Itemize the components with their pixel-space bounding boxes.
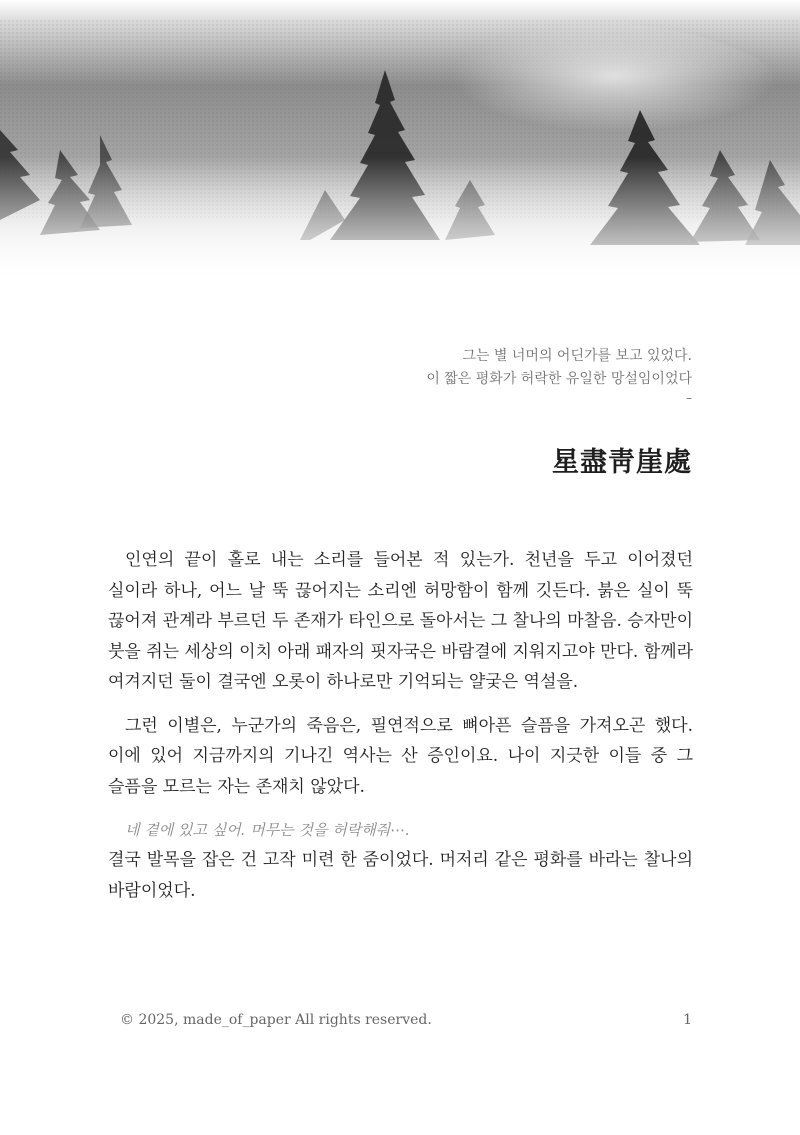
body-text [108,545,693,919]
paragraph-2: 그런 이별은, 누군가의 죽음은, 필연적으로 뼈아픈 슬픔을 가져오곤 했다. 이에 있어 지금까지의 기나긴 역사는 산 증인이요. 나이 지긋한 이들 중 그 슬픔을 모르는 자는 존재치 않았다. [108,715,693,797]
epigraph-dash: – [686,391,692,405]
chapter-title: 星盡靑崖處 [552,447,692,478]
epigraph [132,345,692,405]
header-banner-image [0,0,800,285]
page-number: 1 [683,1012,692,1028]
paragraph-1: 인연의 끝이 홀로 내는 소리를 들어본 적 있는가. 천년을 두고 이어졌던 실이라 하나, 어느 날 뚝 끊어지는 소리엔 허망함이 함께 깃든다. 붉은 실이 뚝 끊어져 관계라 부르던 두 존재가 타인으로 돌아서는 그 찰나의 마찰음. 승자만이 붓을 쥐는 세상의 이치 아래 패자의 핏자국은 바람결에 지워지고야 만다. 함께라 여겨지던 둘이 결국엔 오롯이 하나로만 기억되는 얄궂은 역설을. [108,550,693,692]
epigraph-line-1: 그는 별 너머의 어딘가를 보고 있었다. [462,348,692,364]
forest-night-sky-icon [0,0,800,285]
copyright-notice: © 2025, made_of_paper All rights reserved. [120,1012,432,1028]
italic-dialogue-line: 네 곁에 있고 싶어. 머무는 것을 허락해줘⋯. [125,821,410,839]
epigraph-line-2: 이 짧은 평화가 허락한 유일한 망설임이었다 [426,371,692,387]
paragraph-3: 결국 발목을 잡은 건 고작 미련 한 줌이었다. 머저리 같은 평화를 바라는 찰나의 바람이었다. [108,850,693,901]
